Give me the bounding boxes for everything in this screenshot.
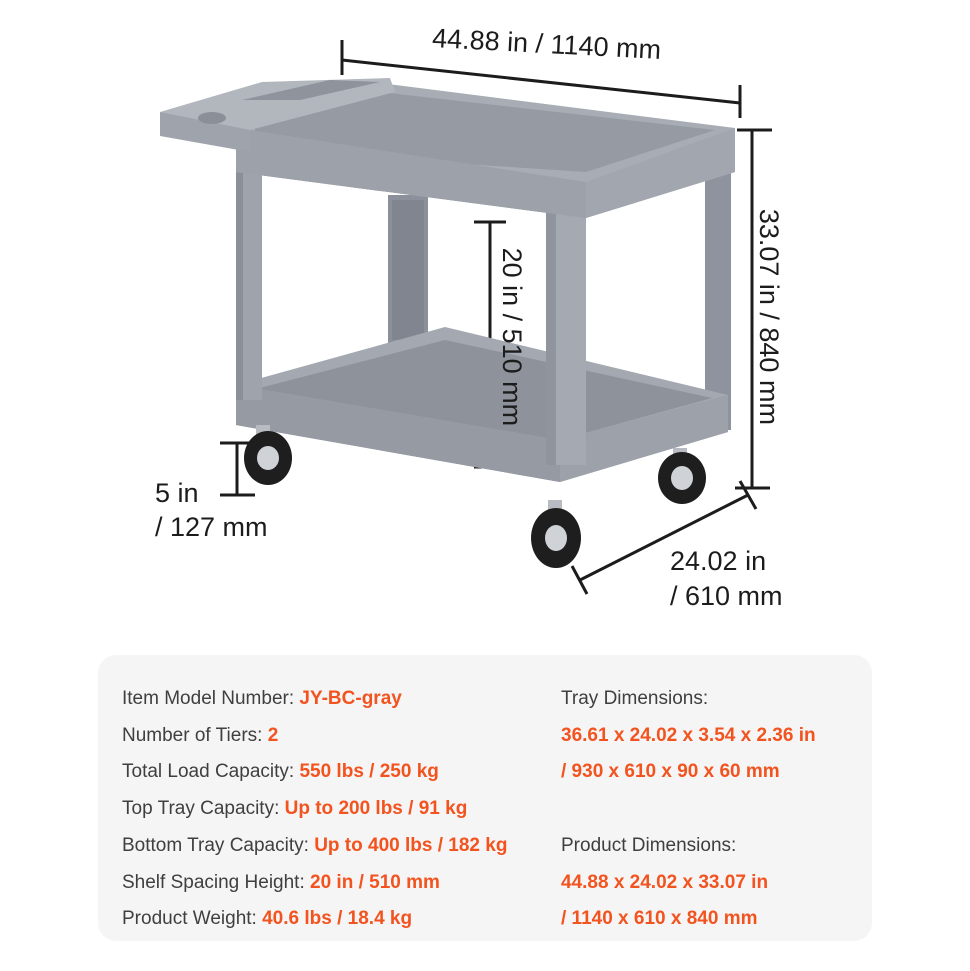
back-wheel-right xyxy=(658,448,706,504)
wheel-size-label-line1: 5 in xyxy=(155,478,199,508)
spec-label: Number of Tiers: xyxy=(122,724,268,746)
spec-list xyxy=(122,681,507,938)
spec-row-model xyxy=(122,681,507,718)
spec-value: 2 xyxy=(267,724,279,746)
product-dimensions-label: Product Dimensions: xyxy=(561,834,737,856)
spec-value: Up to 200 lbs / 91 kg xyxy=(284,798,468,820)
width-dimension-label: 44.88 in / 1140 mm xyxy=(431,23,662,65)
spec-label: Product Weight: xyxy=(122,908,263,930)
spec-label: Bottom Tray Capacity: xyxy=(122,834,315,856)
spec-row-weight xyxy=(122,901,507,938)
spec-row-tiers xyxy=(122,718,507,755)
product-dimensions-line1: 44.88 x 24.02 x 33.07 in xyxy=(561,871,769,893)
spec-row-total-load xyxy=(122,754,507,791)
shelf-spacing-label: 20 in / 510 mm xyxy=(497,247,528,427)
wheel-size-label-line2: / 127 mm xyxy=(155,512,268,542)
height-dimension-label: 33.07 in / 840 mm xyxy=(753,208,784,425)
spec-label: Shelf Spacing Height: xyxy=(122,871,311,893)
dimension-list xyxy=(561,681,816,938)
depth-label-line2: / 610 mm xyxy=(670,581,783,611)
tray-dimensions-label: Tray Dimensions: xyxy=(561,688,709,709)
front-leg-left xyxy=(236,150,262,400)
tray-dimensions-line2: / 930 x 610 x 90 x 60 mm xyxy=(561,761,780,783)
front-wheel-left xyxy=(244,425,292,485)
spec-value: 550 lbs / 250 kg xyxy=(299,761,439,783)
spec-card xyxy=(98,655,872,941)
spec-value: 40.6 lbs / 18.4 kg xyxy=(262,908,413,930)
tray-dimensions-line1: 36.61 x 24.02 x 3.54 x 2.36 in xyxy=(561,724,816,746)
spec-label: Total Load Capacity: xyxy=(122,761,300,783)
bottom-tray xyxy=(236,327,728,482)
spec-value: 20 in / 510 mm xyxy=(310,871,440,893)
product-dimensions-line2: / 1140 x 610 x 840 mm xyxy=(561,908,758,930)
back-leg-right xyxy=(705,150,731,430)
spec-row-top-tray xyxy=(122,791,507,828)
spec-value: Up to 400 lbs / 182 kg xyxy=(314,834,508,856)
spec-label: Item Model Number: xyxy=(122,688,300,709)
front-leg-right xyxy=(546,190,586,465)
spec-row-shelf-spacing xyxy=(122,865,507,902)
depth-label-line1: 24.02 in xyxy=(670,546,767,576)
spec-row-bottom-tray xyxy=(122,828,507,865)
spec-value: JY-BC-gray xyxy=(299,688,402,709)
front-wheel-right xyxy=(531,500,581,568)
back-leg-left xyxy=(388,195,428,345)
spec-label: Top Tray Capacity: xyxy=(122,798,285,820)
